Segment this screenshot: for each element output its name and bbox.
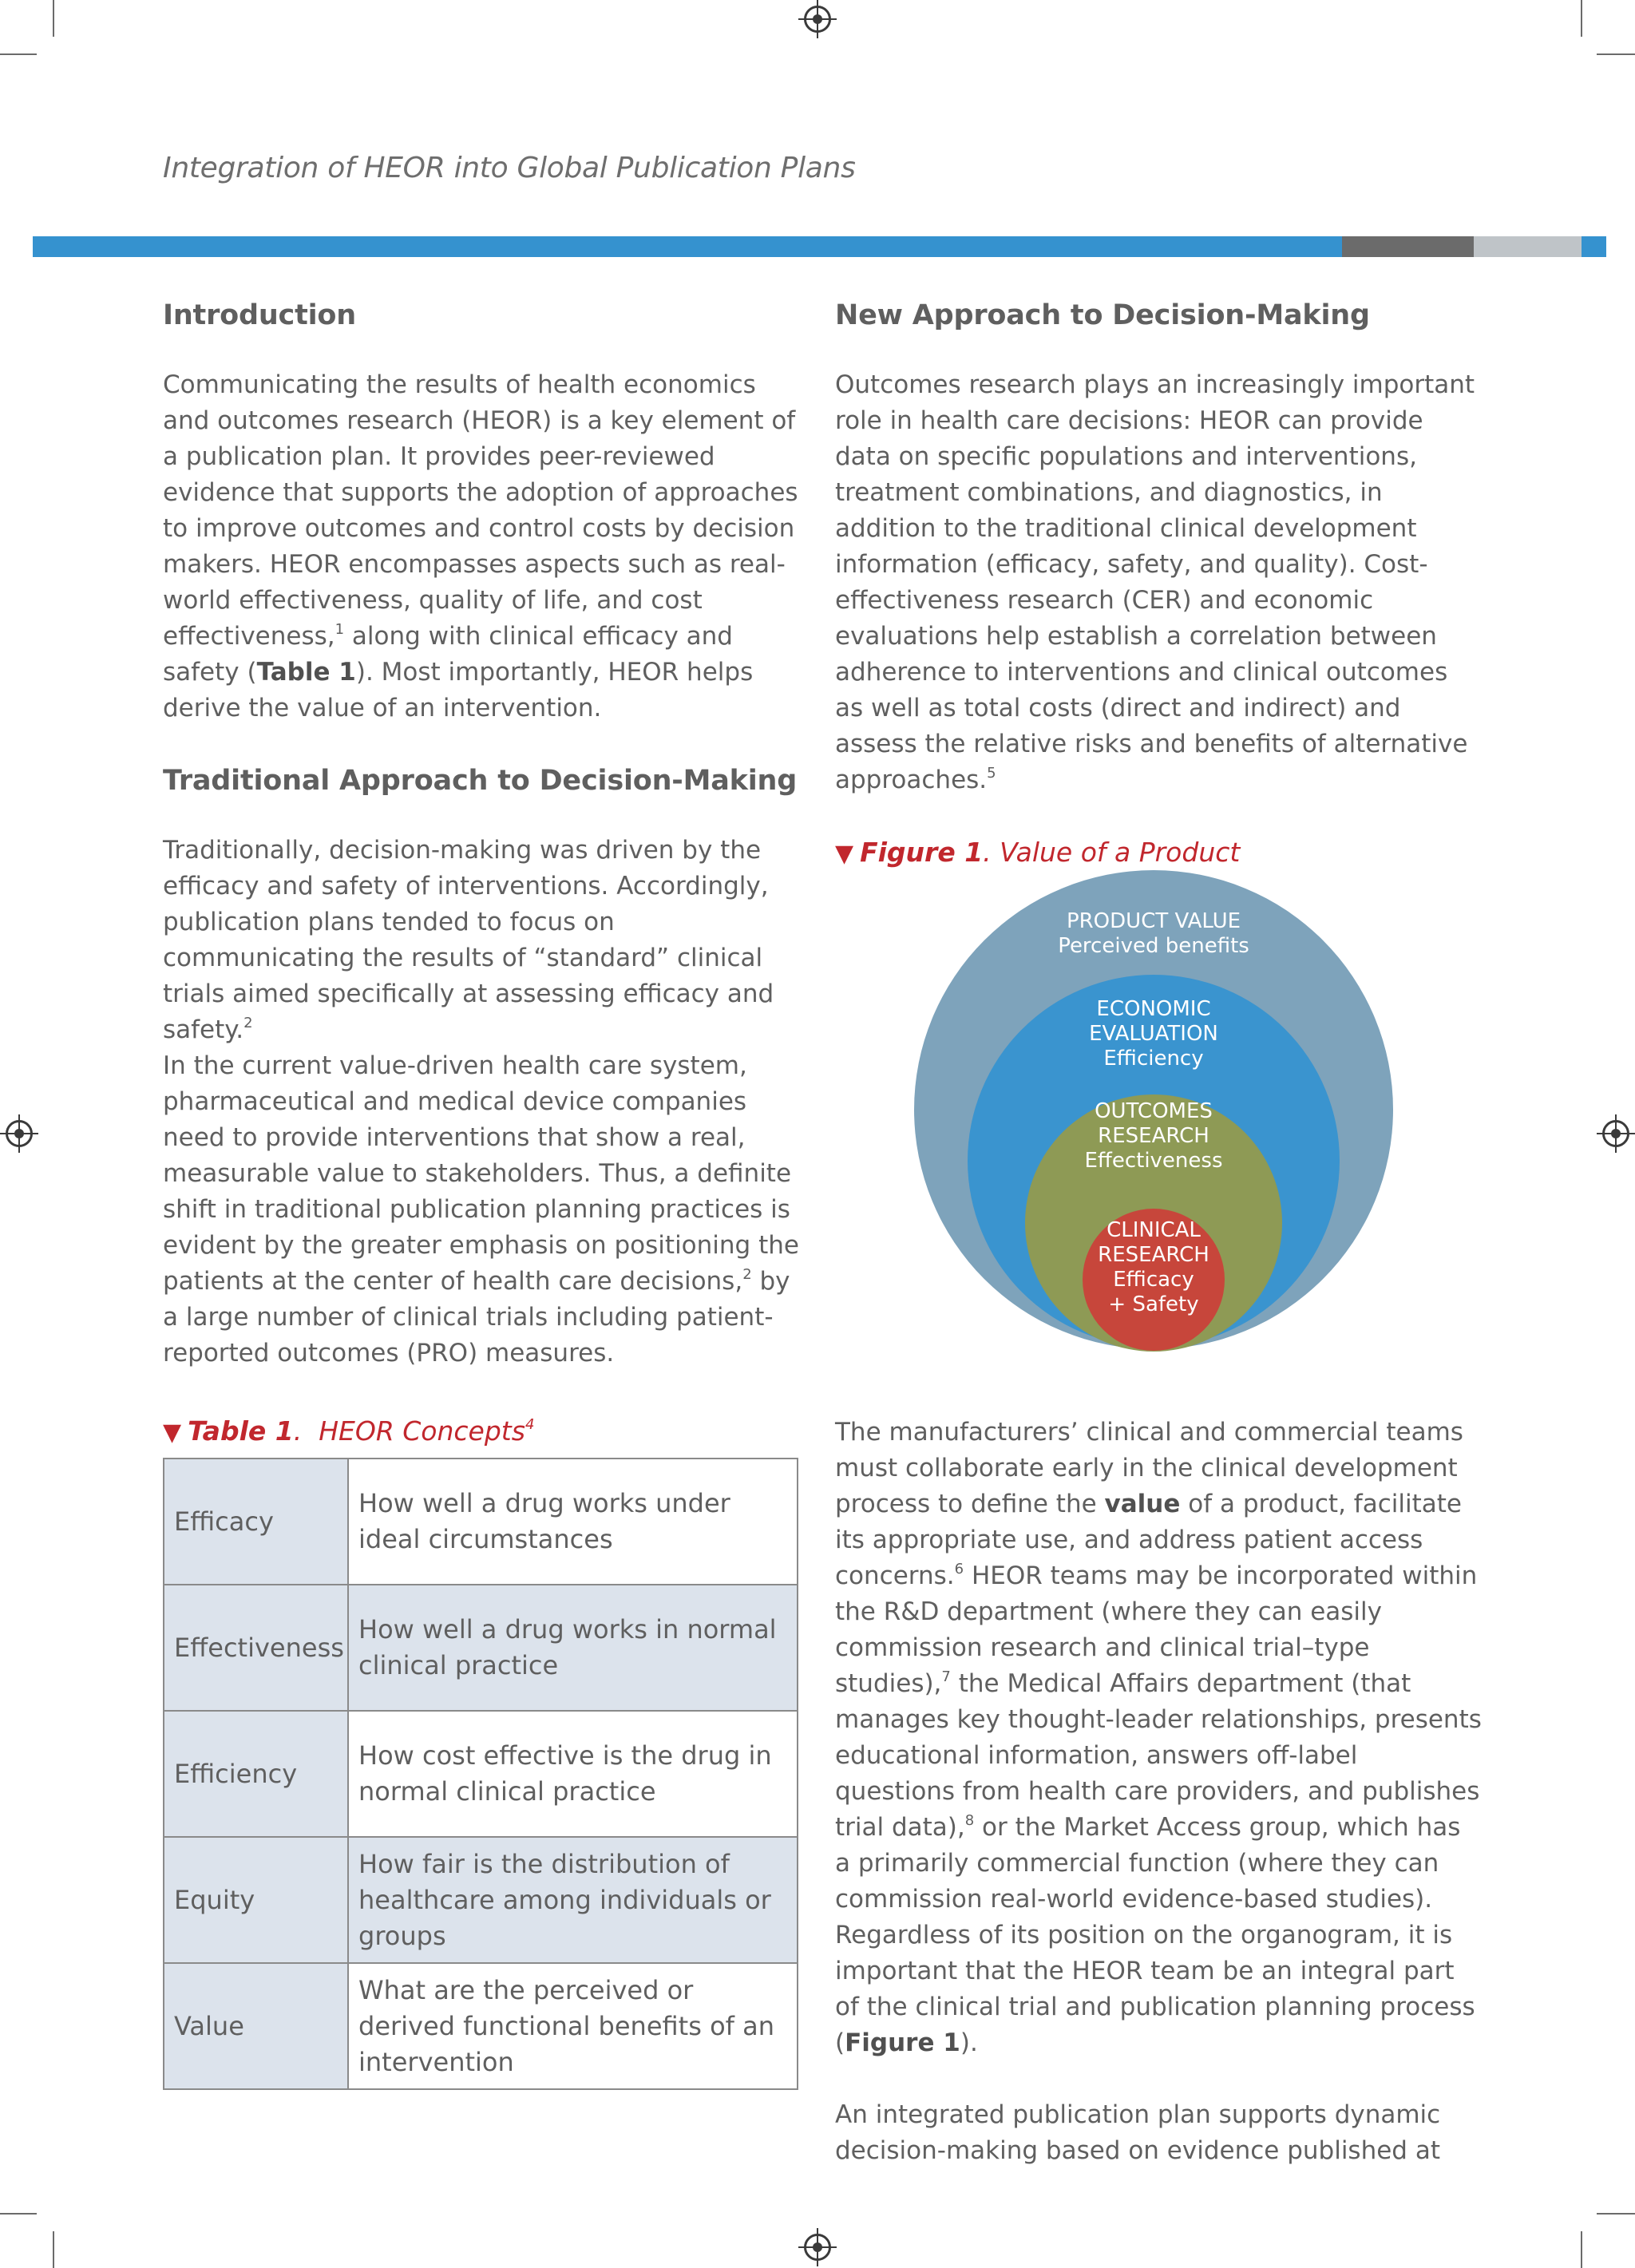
economic-evaluation-label: ECONOMIC (1096, 997, 1211, 1021)
crop-mark (53, 2231, 54, 2268)
product-value-sublabel: Perceived benefits (1058, 934, 1249, 958)
economic-evaluation-sublabel: Efficiency (1103, 1047, 1204, 1071)
table-definition-cell: How well a drug works in normal clinical practice (348, 1585, 798, 1711)
table-term-cell: Efficacy (164, 1459, 348, 1585)
crop-mark (1597, 2213, 1635, 2215)
table-term-cell: Equity (164, 1837, 348, 1963)
running-head: Integration of HEOR into Global Publication Plans (163, 152, 856, 184)
registration-mark-icon (1602, 1120, 1629, 1147)
reference-superscript: 2 (243, 1014, 253, 1031)
triangle-down-icon: ▼ (163, 1419, 182, 1447)
traditional-paragraph-2: In the current value-driven health care system, pharmaceutical and medical device companies need to provide interventions that show a real, measurable value to stakeholders. Thus, a definite shift in traditional publication planning practices is evident by the greater emphasis on positioning the patients at the center of health care decisions,$^2$ by a large number of clinical trials including patient-reported outcomes (PRO) measures. (163, 1051, 799, 1368)
economic-evaluation-label: EVALUATION (1089, 1022, 1218, 1046)
table-term-cell: Value (164, 1963, 348, 2089)
table-definition-cell: How fair is the distribution of healthcare among individuals or groups (348, 1837, 798, 1963)
reference-superscript: 2 (742, 1265, 752, 1283)
outcomes-research-label: RESEARCH (1098, 1124, 1209, 1148)
reference-superscript: 8 (964, 1811, 975, 1829)
registration-mark-icon (6, 1120, 33, 1147)
outcomes-research-sublabel: Effectiveness (1084, 1149, 1223, 1173)
heor-concepts-table (163, 1458, 798, 2090)
value-of-product-diagram (898, 842, 1409, 1369)
reference-superscript: 7 (941, 1668, 951, 1685)
collaboration-paragraph: The manufacturers’ clinical and commercial teams must collaborate early in the clinical development process to define the value of a product, facilitate its appropriate use, and address patient access concerns.$^6$ HEOR teams may be incorporated within the R&D department (where they can easily commission research and clinical trial–type studies),$^7$ the Medical Affairs department (that manages key thought-leader relationships, presents educational information, answers off-label questions from health care providers, and publishes trial data),$^8$ or the Market Access group, which has a primarily commercial function (where they can commission real-world evidence-based studies). Regardless of its position on the organogram, it is important that the HEOR team be an integral part of the clinical trial and publication planning process (Figure 1). (835, 1418, 1482, 2057)
traditional-paragraph-1: Traditionally, decision-making was driven by the efficacy and safety of interventions. Accordingly, publication plans tended to focus on communicating the results of “standard” clinical trials aimed specifically at assessing efficacy and safety.$^2$ (163, 836, 774, 1044)
table-caption: ▼ Table 1. HEOR Concepts$^4$ (163, 1413, 802, 1451)
clinical-research-label: CLINICAL (1106, 1218, 1201, 1242)
table-definition-cell: How well a drug works under ideal circumstances (348, 1459, 798, 1585)
reference-superscript: 6 (954, 1560, 964, 1577)
crop-mark (53, 0, 54, 37)
crop-mark (0, 53, 37, 55)
registration-mark-icon (804, 6, 831, 33)
crop-mark (0, 2213, 37, 2215)
figure-caption: ▼ Figure 1. Value of a Product (835, 834, 1482, 872)
figure-reference: Figure 1 (845, 2029, 960, 2057)
reference-superscript: 1 (335, 620, 345, 638)
traditional-approach-heading: Traditional Approach to Decision-Making (163, 765, 798, 797)
table-term-cell: Efficiency (164, 1711, 348, 1837)
table-row (164, 1963, 798, 2089)
clinical-research-label: RESEARCH (1098, 1243, 1209, 1267)
new-approach-heading: New Approach to Decision-Making (835, 299, 1370, 331)
crop-mark (1581, 2231, 1582, 2268)
table-reference: Table 1 (256, 658, 356, 687)
product-value-label: PRODUCT VALUE (1066, 909, 1241, 933)
left-column (163, 295, 802, 1451)
outcomes-research-label: OUTCOMES (1095, 1099, 1213, 1123)
table-row (164, 1711, 798, 1837)
triangle-down-icon: ▼ (835, 840, 854, 868)
reference-superscript: 5 (987, 764, 996, 782)
clinical-research-sublabel: + Safety (1108, 1292, 1199, 1316)
table-definition-cell: What are the perceived or derived functional benefits of an intervention (348, 1963, 798, 2089)
integrated-plan-paragraph: An integrated publication plan supports dynamic decision-making based on evidence published at (835, 2100, 1441, 2165)
table-definition-cell: How cost effective is the drug in normal clinical practice (348, 1711, 798, 1837)
new-approach-paragraph: Outcomes research plays an increasingly important role in health care decisions: HEOR can provide data on specific populations and interventions, treatment combinations, and diagnostics, in addition to the traditional clinical development information (efficacy, safety, and quality). Cost-effectiveness research (CER) and economic evaluations help establish a correlation between adherence to interventions and clinical outcomes as well as total costs (direct and indirect) and assess the relative risks and benefits of alternative approaches.$^5$ (835, 370, 1475, 794)
clinical-research-sublabel: Efficacy (1113, 1268, 1194, 1292)
crop-mark (1597, 53, 1635, 55)
crop-mark (1581, 0, 1582, 37)
table-term-cell: Effectiveness (164, 1585, 348, 1711)
table-row (164, 1837, 798, 1963)
introduction-heading: Introduction (163, 299, 356, 331)
table-row (164, 1459, 798, 1585)
table-row (164, 1585, 798, 1711)
registration-mark-icon (804, 2234, 831, 2261)
introduction-paragraph: Communicating the results of health economics and outcomes research (HEOR) is a key element of a publication plan. It provides peer-reviewed evidence that supports the adoption of approaches to improve outcomes and control costs by decision makers. HEOR encompasses aspects such as real-world effectiveness, quality of life, and cost effectiveness,$^1$ along with clinical efficacy and safety (Table 1). Most importantly, HEOR helps derive the value of an intervention. (163, 370, 798, 722)
header-color-bar (33, 236, 1606, 257)
